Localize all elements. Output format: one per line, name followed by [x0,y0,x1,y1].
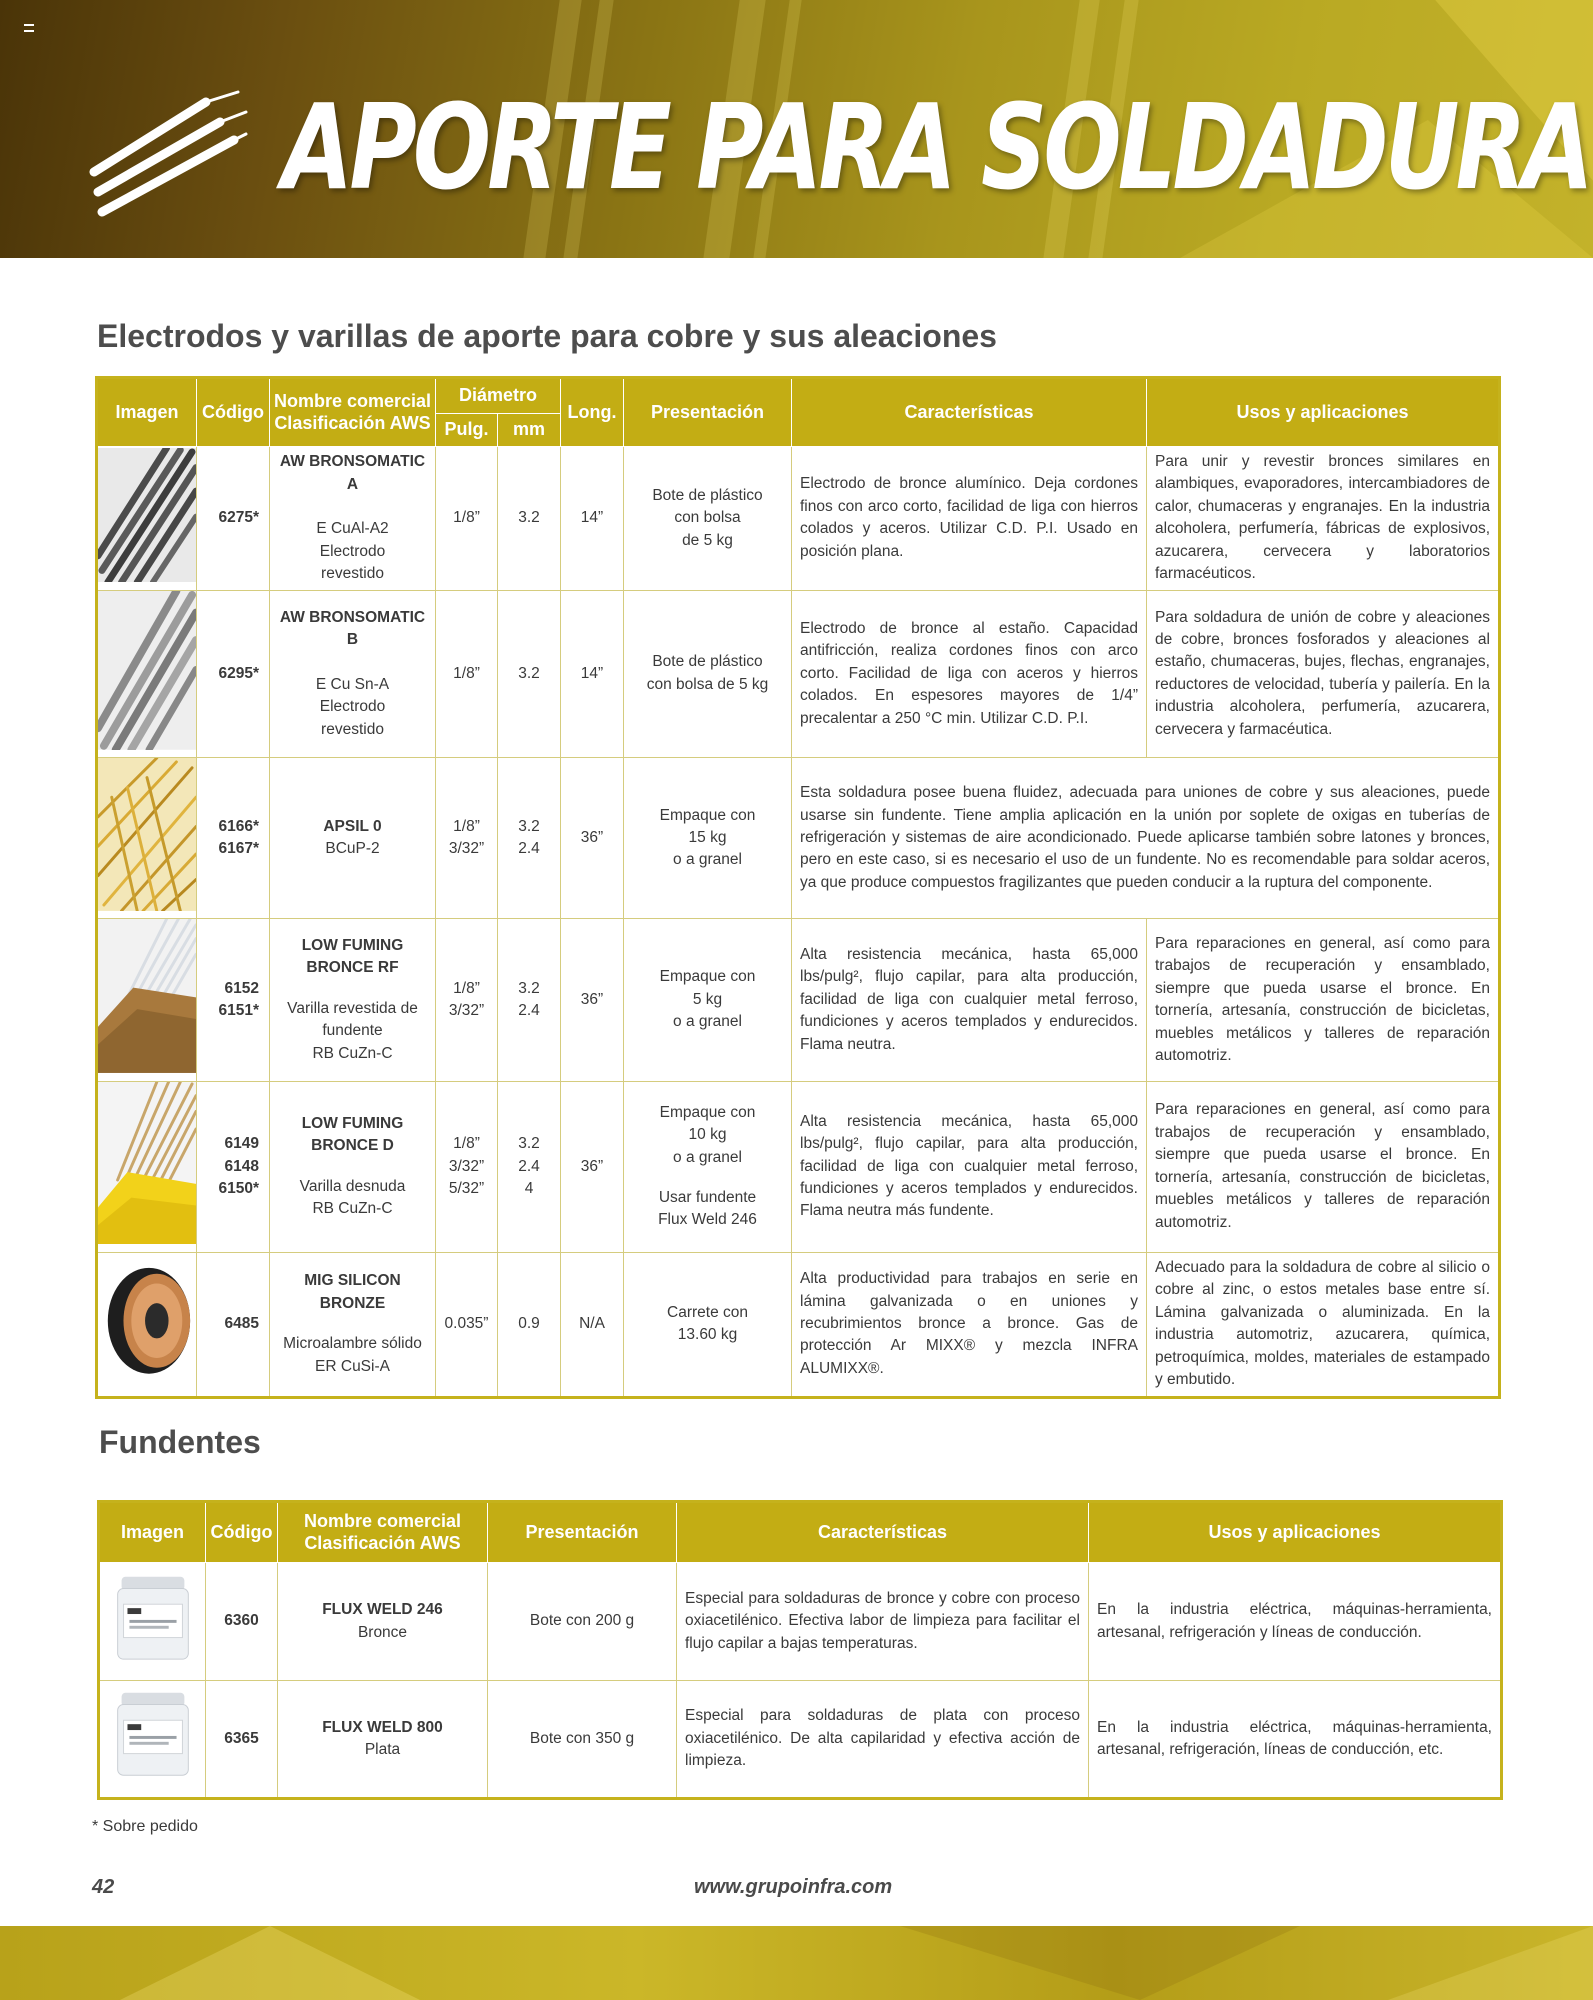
features: Electrodo de bronce alumínico. Deja cordones finos con arco corto, facilidad de liga con hierros colados y aceros. Utilizar C.D. P.I. Usado en posición plana. [792,447,1147,591]
footer-facet [120,1926,420,2000]
diameter-mm: 3.2 2.4 [498,919,561,1081]
features: Alta resistencia mecánica, hasta 65,000 lbs/pulg², flujo capilar, para alta producción, facilidad de liga con cualquier metal ferroso, fundiciones y aceros templados y endurecidos. Flama neutra. [792,919,1147,1081]
aws-class: Microalambre sólido [283,1335,422,1353]
length: N/A [561,1252,624,1397]
header-codigo: Código [197,378,270,447]
table-row [97,1081,1500,1252]
product-image-cell [97,1081,197,1252]
coated-brass-rods-photo [98,919,196,1073]
page-number: 42 [92,1876,115,1898]
product-image-cell [97,590,197,757]
silver-coated-electrodes-photo [98,591,196,750]
product-code: 6152 6151* [197,919,270,1081]
product-name-cell [270,447,436,591]
header-caracteristicas: Características [792,378,1147,447]
aws-class: BCuP-2 [325,840,380,858]
diameter-pulg: 1/8” 3/32” 5/32” [436,1081,498,1252]
length: 36” [561,758,624,919]
length: 14” [561,590,624,757]
product-name: AW BRONSOMATIC B [279,608,426,649]
header-nombre-line1: Nombre comercial [273,390,432,411]
header-presentacion: Presentación [488,1502,677,1563]
bare-brass-rods-photo [98,1082,196,1245]
section-title-fluxes: Fundentes [99,1424,261,1460]
presentation: Bote de plástico con bolsa de 5 kg [624,590,792,757]
product-name-cell [278,1681,488,1798]
table-row [99,1681,1502,1798]
aws-class-line: fundente [322,1022,383,1040]
electrodes-table [95,376,1501,1399]
header-long: Long. [561,378,624,447]
header-codigo: Código [206,1502,278,1563]
wire-spool-photo [98,1261,196,1381]
footer-facet [1300,1926,1593,2000]
header-imagen: Imagen [99,1502,206,1563]
diameter-pulg: 1/8” [436,447,498,591]
welding-rods-icon [88,90,248,230]
product-name-cell [270,919,436,1081]
table-row [97,447,1500,591]
product-image-cell [99,1563,206,1681]
uses: Para reparaciones en general, así como para trabajos de recuperación y ensamblado, siempre que pueda usarse el bronce. En tornería, artesanía, construcción de bicicletas, muebles metálicos y talleres de reparación automotriz. [1147,1081,1500,1252]
presentation: Bote de plástico con bolsa de 5 kg [624,447,792,591]
header-diametro: Diámetro [436,378,561,414]
header-nombre [270,378,436,447]
presentation: Empaque con 10 kg o a granel Usar fundente Flux Weld 246 [624,1081,792,1252]
section-title-electrodes: Electrodos y varillas de aporte para cobre y sus aleaciones [97,318,997,354]
features: Alta resistencia mecánica, hasta 65,000 lbs/pulg², flujo capilar, para alta producción, facilidad de liga con cualquier metal ferroso, fundiciones y aceros templados y endurecidos. Flama neutra más fundente. [792,1081,1147,1252]
presentation: Bote con 350 g [488,1681,677,1798]
product-code: 6360 [206,1563,278,1681]
header-nombre-line2: Clasificación AWS [274,412,431,433]
product-name: MIG SILICON [304,1272,401,1290]
presentation: Bote con 200 g [488,1563,677,1681]
presentation: Carrete con 13.60 kg [624,1252,792,1397]
product-name-cell [270,1081,436,1252]
aws-class-line: RB CuZn-C [312,1200,393,1218]
length: 36” [561,919,624,1081]
product-name-line: BRONCE RF [306,959,399,977]
header-nombre [278,1502,488,1563]
product-name-cell [270,758,436,919]
aws-class-line: Electrodo [319,698,386,716]
table-row [97,590,1500,757]
table-row [97,919,1500,1081]
diameter-pulg: 1/8” 3/32” [436,758,498,919]
table-row [99,1563,1502,1681]
uses: Para reparaciones en general, así como para trabajos de recuperación y ensamblado, siempre que pueda usarse el bronce. En tornería, artesanía, construcción de bicicletas, muebles metálicos y talleres de reparación automotriz. [1147,919,1500,1081]
product-image-cell [97,1252,197,1397]
aws-class-line: ER CuSi-A [315,1357,390,1375]
page-title: APORTE PARA SOLDADURA [282,78,1590,216]
presentation: Empaque con 5 kg o a granel [624,919,792,1081]
aws-class-line: revestido [321,565,384,583]
features: Especial para soldaduras de plata con proceso oxiacetilénico. De alta capilaridad y efectiva acción de limpieza. [677,1681,1089,1798]
header-pulg: Pulg. [436,414,498,447]
features-and-uses: Esta soldadura posee buena fluidez, adecuada para uniones de cobre y sus aleaciones, puede usarse sin fundente. Tiene amplia aplicación en la unión por soplete de oxigas en tuberías de refrigeración y sistemas de aire acondicionado. Puede aplicarse también sobre latones y bronces, pero en este caso, si es necesario el uso de un fundente. No es recomendable para soldar aceros, ya que produce compuestos fragilizantes que pueden conducir a la ruptura del componente. [792,758,1500,919]
diameter-mm: 3.2 [498,447,561,591]
aws-class: E CuAl-A2 [316,520,389,538]
header-usos: Usos y aplicaciones [1147,378,1500,447]
product-name: APSIL 0 [323,817,382,835]
website-link[interactable]: www.grupoinfra.com [694,1876,893,1898]
header-imagen: Imagen [97,378,197,447]
product-code: 6365 [206,1681,278,1798]
product-code: 6485 [197,1252,270,1397]
table-row [97,758,1500,919]
product-name-line: BRONZE [319,1294,386,1312]
header-banner [0,0,1593,258]
diameter-mm: 3.2 [498,590,561,757]
product-name: LOW FUMING [301,936,404,954]
header-caracteristicas: Características [677,1502,1089,1563]
product-code: 6295* [197,590,270,757]
product-name-cell [278,1563,488,1681]
features: Electrodo de bronce al estaño. Capacidad antifricción, realiza cordones finos con arco corto. Facilidad de liga con aceros y hierros colados. En espesores mayores de 1/4” precalentar a 250 °C min. Utilizar C.D. P.I. [792,590,1147,757]
aws-class-line: RB CuZn-C [312,1044,393,1062]
header-usos: Usos y aplicaciones [1089,1502,1502,1563]
diameter-pulg: 0.035” [436,1252,498,1397]
product-subtitle: Plata [364,1741,401,1759]
presentation: Empaque con 15 kg o a granel [624,758,792,919]
diameter-mm: 0.9 [498,1252,561,1397]
uses: En la industria eléctrica, máquinas-herramienta, artesanal, refrigeración, líneas de conducción, etc. [1089,1681,1502,1798]
aws-class: E Cu Sn-A [315,675,390,693]
table-row [97,1252,1500,1397]
flux-jar-photo [100,1681,205,1789]
aws-class: Varilla revestida de [287,999,418,1017]
length: 14” [561,447,624,591]
product-name: FLUX WELD 246 [322,1601,443,1619]
features: Alta productividad para trabajos en serie en lámina galvanizada o en uniones y recubrimientos bronce a bronce. Gas de protección Ar MIXX® y mezcla INFRA ALUMIXX®. [792,1252,1147,1397]
product-name: LOW FUMING [301,1114,404,1132]
product-code: 6166* 6167* [197,758,270,919]
product-image-cell [97,447,197,591]
diameter-mm: 3.2 2.4 [498,758,561,919]
aws-class: Varilla desnuda [299,1177,406,1195]
product-subtitle: Bronce [357,1623,408,1641]
footer-facet [900,1926,1300,2000]
product-code: 6149 6148 6150* [197,1081,270,1252]
length: 36” [561,1081,624,1252]
footer-band [0,1926,1593,2000]
header-nombre-line2: Clasificación AWS [304,1532,461,1553]
uses: Para unir y revestir bronces similares en alambiques, evaporadores, intercambiadores de calor, chumaceras y engranajes. En la industria alcoholera, perfumería, fábricas de explosivos, azucarera, cervecera y laboratorios farmacéuticos. [1147,447,1500,591]
uses: En la industria eléctrica, máquinas-herramienta, artesanal, refrigeración y líneas de conducción. [1089,1563,1502,1681]
brass-rods-photo [98,758,196,911]
product-name-line: BRONCE D [311,1137,394,1155]
product-code: 6275* [197,447,270,591]
product-name: AW BRONSOMATIC A [279,453,426,493]
flux-jar-photo [100,1563,205,1673]
aws-class-line: Electrodo [319,542,386,560]
uses: Para soldadura de unión de cobre y aleaciones de cobre, bronces fosforados y aleaciones al estaño, chumaceras, bujes, flechas, engranajes, reductores de velocidad, tubería y pailería. En la industria alcoholera, perfumería, azucarera, cervecera y farmacéutica. [1147,590,1500,757]
product-image-cell [99,1681,206,1798]
aws-class-line: revestido [321,720,384,738]
product-name-cell [270,590,436,757]
product-image-cell [97,758,197,919]
menu-icon[interactable] [24,24,34,32]
diameter-mm: 3.2 2.4 4 [498,1081,561,1252]
gray-coated-electrodes-photo [98,448,196,582]
header-presentacion: Presentación [624,378,792,447]
features: Especial para soldaduras de bronce y cobre con proceso oxiacetilénico. Efectiva labor de limpieza para facilitar el flujo capilar a bajas temperaturas. [677,1563,1089,1681]
product-name: FLUX WELD 800 [322,1718,443,1736]
product-name-cell [270,1252,436,1397]
footnote: * Sobre pedido [92,1818,198,1835]
fluxes-table [97,1500,1503,1800]
uses: Adecuado para la soldadura de cobre al silicio o cobre al zinc, o estos metales base entre sí. Lámina galvanizada o aluminizada. En la industria automotriz, azucarera, química, petroquímica, moldes, materiales de estampado y embutido. [1147,1252,1500,1397]
product-image-cell [97,919,197,1081]
header-mm: mm [498,414,561,447]
diameter-pulg: 1/8” 3/32” [436,919,498,1081]
header-nombre-line1: Nombre comercial [303,1510,462,1531]
diameter-pulg: 1/8” [436,590,498,757]
